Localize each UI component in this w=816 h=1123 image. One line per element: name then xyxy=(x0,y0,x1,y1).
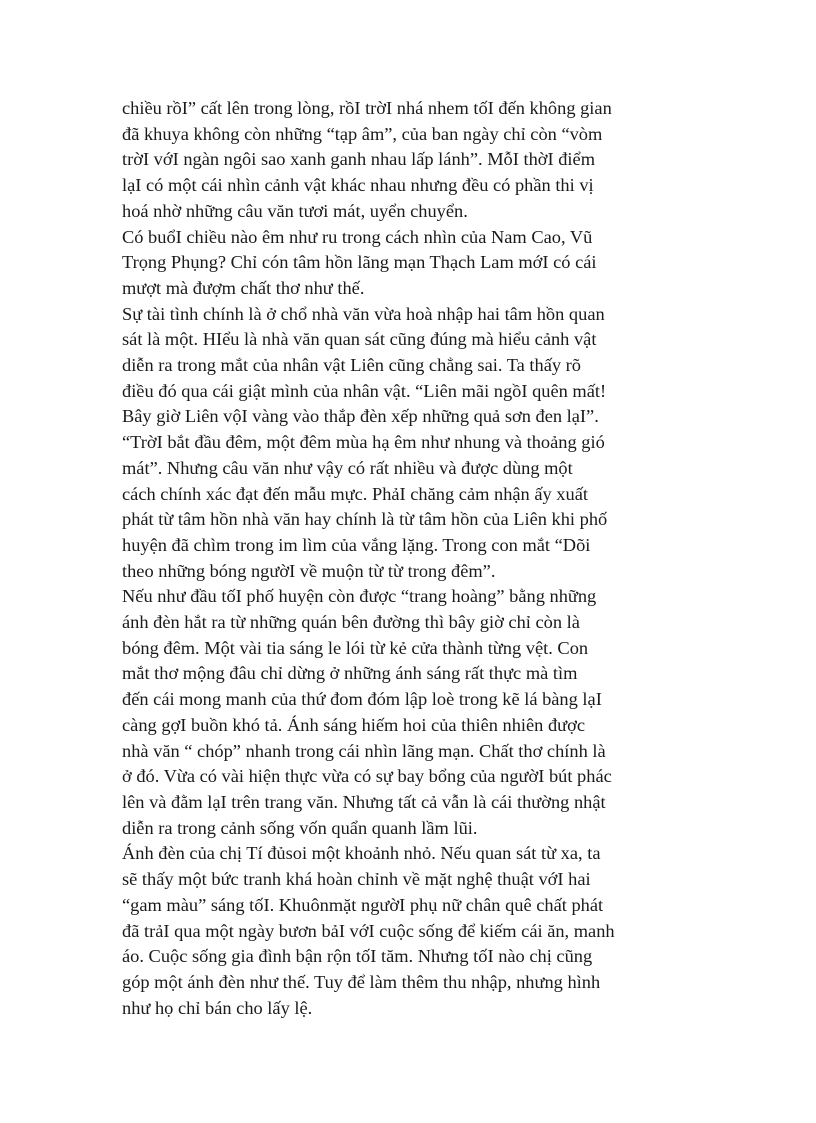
text-line: trờI vớI ngàn ngôi sao xanh ganh nhau lấp lánh”. MỗI thờI điểm xyxy=(122,149,595,170)
text-line: nhà văn “ chóp” nhanh trong cái nhìn lãng mạn. Chất thơ chính là xyxy=(122,740,606,761)
text-line: Trọng Phụng? Chỉ cón tâm hồn lãng mạn Thạch Lam mớI có cái xyxy=(122,252,597,273)
text-line: Ánh đèn của chị Tí đủsoi một khoảnh nhỏ. Nếu quan sát từ xa, ta xyxy=(122,843,601,864)
text-line: “gam màu” sáng tốI. Khuônmặt ngườI phụ nữ chân quê chất phát xyxy=(122,894,604,915)
text-line: diễn ra trong mắt của nhân vật Liên cũng chẳng sai. Ta thấy rõ xyxy=(122,355,582,376)
text-line: mắt thơ mộng đâu chỉ dừng ở những ánh sáng rất thực mà tìm xyxy=(122,663,578,684)
text-line: càng gợI buồn khó tả. Ánh sáng hiếm hoi của thiên nhiên được xyxy=(122,714,586,735)
text-line: mượt mà đượm chất thơ như thế. xyxy=(122,277,365,298)
text-line: ánh đèn hắt ra từ những quán bên đường thì bây giờ chỉ còn là xyxy=(122,612,580,633)
text-line: chiều rồI” cất lên trong lòng, rồI trờI nhá nhem tốI đến không gian xyxy=(122,98,612,118)
text-line: cách chính xác đạt đến mẫu mực. PhảI chăng cảm nhận ấy xuất xyxy=(122,483,588,504)
text-line: Có buổI chiều nào êm như ru trong cách nhìn của Nam Cao, Vũ xyxy=(122,226,593,247)
text-line: góp một ánh đèn như thế. Tuy để làm thêm thu nhập, nhưng hình xyxy=(122,971,601,992)
text-line: diễn ra trong cảnh sống vốn quẩn quanh lầm lũi. xyxy=(122,817,478,838)
text-line: ở đó. Vừa có vài hiện thực vừa có sự bay bổng của ngườI bút phác xyxy=(122,766,612,787)
document-body xyxy=(122,96,712,1021)
text-line: sát là một. HIểu là nhà văn quan sát cũng đúng mà hiểu cảnh vật xyxy=(122,329,597,350)
text-line: hoá nhờ những câu văn tươi mát, uyển chuyển. xyxy=(122,200,468,221)
text-line: đến cái mong manh của thứ đom đóm lập loè trong kẽ lá bàng lạI xyxy=(122,689,602,710)
text-line: như họ chỉ bán cho lấy lệ. xyxy=(122,997,313,1018)
text-line: áo. Cuộc sống gia đình bận rộn tốI tăm. Nhưng tốI nào chị cũng xyxy=(122,946,593,967)
text-line: điều đó qua cái giật mình của nhân vật. “Liên mãi ngồI quên mất! xyxy=(122,380,607,401)
text-line: huyện đã chìm trong im lìm của vắng lặng. Trong con mắt “Dõi xyxy=(122,534,591,555)
text-line: Bây giờ Liên vộI vàng vào thắp đèn xếp những quả sơn đen lạI”. xyxy=(122,406,599,427)
text-line: bóng đêm. Một vài tia sáng le lói từ kẻ cửa thành từng vệt. Con xyxy=(122,637,589,658)
text-line: phát từ tâm hồn nhà văn hay chính là từ tâm hồn của Liên khi phố xyxy=(122,509,608,530)
text-line: mát”. Nhưng câu văn như vậy có rất nhiều và được dùng một xyxy=(122,457,573,478)
text-line: lên và đằm lạI trên trang văn. Nhưng tất cả vẫn là cái thường nhật xyxy=(122,791,606,812)
text-line: “TrờI bắt đầu đêm, một đêm mùa hạ êm như nhung và thoảng gió xyxy=(122,432,605,453)
text-line: Sự tài tình chính là ở chổ nhà văn vừa hoà nhập hai tâm hồn quan xyxy=(122,303,605,324)
text-line: đã trảI qua một ngày bươn bảI vớI cuộc sống để kiếm cái ăn, manh xyxy=(122,920,615,941)
text-line: đã khuya không còn những “tạp âm”, của ban ngày chỉ còn “vòm xyxy=(122,123,603,144)
text-line: sẽ thấy một bức tranh khá hoàn chỉnh về mặt nghệ thuật vớI hai xyxy=(122,869,591,890)
text-line: lạI có một cái nhìn cảnh vật khác nhau nhưng đều có phần thi vị xyxy=(122,175,594,196)
text-line: Nếu như đầu tốI phố huyện còn được “trang hoàng” bằng những xyxy=(122,586,597,607)
text-line: theo những bóng ngườI về muộn từ từ trong đêm”. xyxy=(122,560,496,581)
